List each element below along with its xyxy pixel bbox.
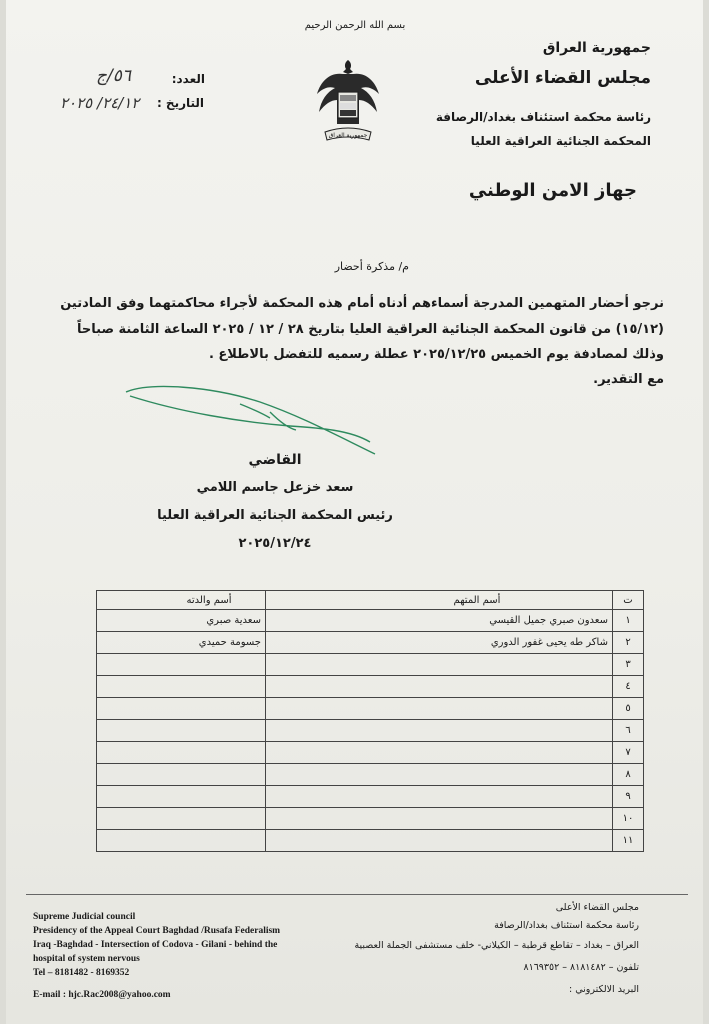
emblem-caption: جمهورية العراق bbox=[328, 132, 368, 139]
footer-en-line: Presidency of the Appeal Court Baghdad /Rusafa Federalism bbox=[33, 926, 281, 936]
signatory-name: سعد خزعل جاسم اللامي bbox=[196, 480, 354, 495]
number-label: العدد: bbox=[171, 72, 205, 86]
table-header-row bbox=[97, 591, 644, 610]
accused-name bbox=[266, 742, 613, 764]
body-line: مع التقدير. bbox=[593, 372, 664, 387]
footer-ar-line: رئاسة محكمة استئناف بغداد/الرصافة bbox=[494, 920, 639, 931]
body-line: وذلك لمصادفة يوم الخميس ٢٠٢٥/١٢/٢٥ عطلة رسميه للتفضل بالاطلاع . bbox=[208, 347, 664, 362]
accused-name: شاكر طه يحيى غفور الدوري bbox=[266, 632, 613, 654]
mother-name bbox=[97, 830, 266, 852]
mother-name bbox=[97, 808, 266, 830]
accused-name bbox=[266, 830, 613, 852]
table-row bbox=[97, 610, 644, 632]
number-value: ٥٦/ج bbox=[96, 66, 131, 86]
mother-name bbox=[97, 676, 266, 698]
row-num: ١ bbox=[613, 610, 644, 632]
mother-name bbox=[97, 698, 266, 720]
handwritten-signature bbox=[120, 382, 380, 462]
table-row bbox=[97, 654, 644, 676]
row-num: ٣ bbox=[613, 654, 644, 676]
header-accused: أسم المتهم bbox=[266, 591, 613, 610]
iraq-emblem bbox=[313, 52, 383, 152]
row-num: ٧ bbox=[613, 742, 644, 764]
table-row bbox=[97, 786, 644, 808]
republic-title: جمهورية العراق bbox=[542, 40, 651, 56]
date-value: ٢٤/١٢/ ٢٠٢٥ bbox=[60, 94, 140, 112]
accused-name bbox=[266, 654, 613, 676]
mother-name bbox=[97, 742, 266, 764]
signatory-position: رئيس المحكمة الجنائية العراقية العليا bbox=[157, 508, 393, 523]
footer-ar-line: البريد الالكتروني : bbox=[569, 984, 639, 995]
accused-table bbox=[96, 590, 644, 852]
footer-en-line: Supreme Judicial council bbox=[33, 912, 136, 922]
footer-ar-line: مجلس القضاء الأعلى bbox=[555, 902, 639, 913]
accused-name bbox=[266, 698, 613, 720]
signatory-title: القاضي bbox=[248, 452, 302, 468]
table-row bbox=[97, 830, 644, 852]
row-num: ٨ bbox=[613, 764, 644, 786]
table-row bbox=[97, 676, 644, 698]
accused-name bbox=[266, 808, 613, 830]
row-num: ٢ bbox=[613, 632, 644, 654]
date-label: التاريخ : bbox=[156, 96, 204, 110]
accused-name bbox=[266, 786, 613, 808]
body-line: نرجو أحضار المتهمين المدرجة أسماءهم أدناه أمام هذه المحكمة لأجراء محاكمتهما وفق المادتين bbox=[60, 296, 664, 311]
header-mother: أسم والدته bbox=[97, 591, 266, 610]
accused-name bbox=[266, 720, 613, 742]
mother-name: جسومة حميدي bbox=[97, 632, 266, 654]
signature-date: ٢٠٢٥/١٢/٢٤ bbox=[238, 536, 312, 551]
table-row bbox=[97, 632, 644, 654]
footer-en-line: Tel – 8181482 - 8169352 bbox=[33, 968, 130, 978]
table-row bbox=[97, 742, 644, 764]
table-row bbox=[97, 808, 644, 830]
addressee: جهاز الامن الوطني bbox=[468, 180, 637, 201]
bismillah: بسم الله الرحمن الرحيم bbox=[304, 20, 406, 31]
row-num: ١٠ bbox=[613, 808, 644, 830]
court-title: المحكمة الجنائية العراقية العليا bbox=[470, 134, 651, 148]
row-num: ٥ bbox=[613, 698, 644, 720]
mother-name bbox=[97, 720, 266, 742]
row-num: ٦ bbox=[613, 720, 644, 742]
footer-en-line: Iraq -Baghdad - Intersection of Codova - Gilani - behind the bbox=[33, 940, 278, 950]
row-num: ٩ bbox=[613, 786, 644, 808]
row-num: ٤ bbox=[613, 676, 644, 698]
accused-name bbox=[266, 676, 613, 698]
footer-ar-line: تلفون – ٨١٨١٤٨٢ – ٨١٦٩٣٥٢ bbox=[523, 962, 639, 973]
table-row bbox=[97, 764, 644, 786]
table-row bbox=[97, 698, 644, 720]
mother-name bbox=[97, 654, 266, 676]
accused-name bbox=[266, 764, 613, 786]
presidency-title: رئاسة محكمة استئناف بغداد/الرصافة bbox=[435, 110, 651, 124]
council-title: مجلس القضاء الأعلى bbox=[474, 68, 651, 88]
mother-name: سعدية صبري bbox=[97, 610, 266, 632]
body-line: (١٥/١٢) من قانون المحكمة الجنائية العراقية العليا بتاريخ ٢٨ / ١٢ / ٢٠٢٥ الساعة الثامنة صباحاً bbox=[77, 322, 664, 337]
row-num: ١١ bbox=[613, 830, 644, 852]
footer-ar-line: العراق – بغداد – تقاطع قرطبة – الكيلاني- خلف مستشفى الجملة العصبية bbox=[354, 940, 639, 951]
footer-en-line: hospital of system nervous bbox=[33, 954, 140, 964]
footer-email: E-mail : hjc.Rac2008@yahoo.com bbox=[33, 990, 171, 1000]
header-num: ت bbox=[613, 591, 644, 610]
table-row bbox=[97, 720, 644, 742]
mother-name bbox=[97, 764, 266, 786]
mother-name bbox=[97, 786, 266, 808]
subject-line: م/ مذكرة أحضار bbox=[334, 260, 409, 273]
accused-name: سعدون صبري جميل القيسي bbox=[266, 610, 613, 632]
footer-divider bbox=[26, 894, 688, 895]
